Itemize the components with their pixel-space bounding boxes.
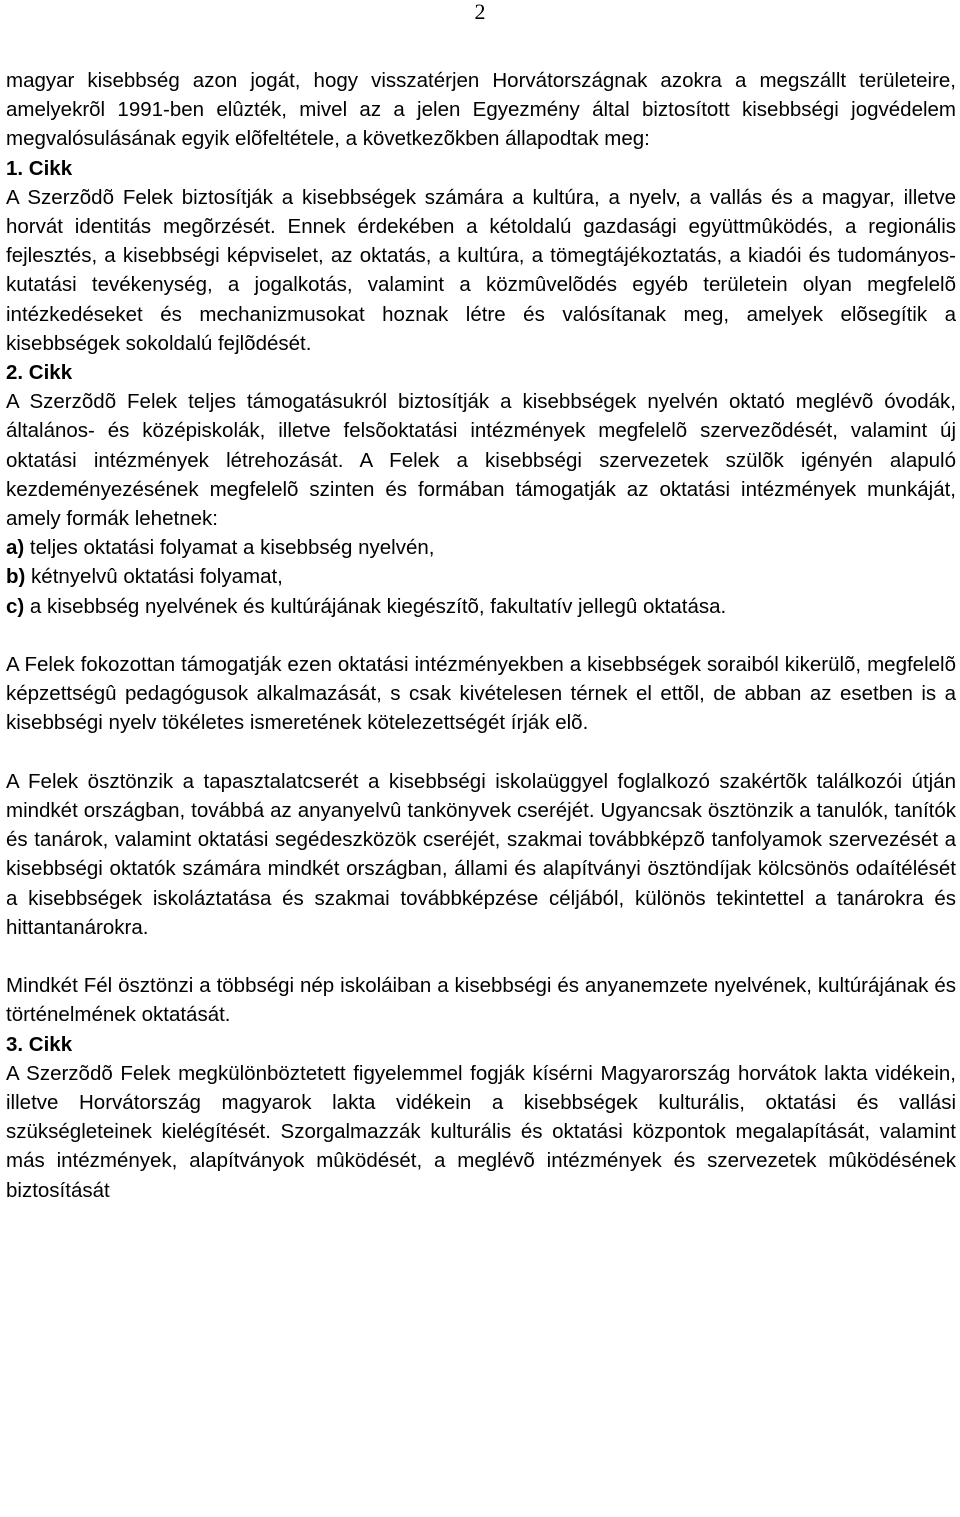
list-item-letter: a) xyxy=(6,536,25,560)
list-item-b xyxy=(6,562,956,591)
article-2-paragraph-2: A Felek fokozottan támogatják ezen oktatási intézményekben a kisebbségek soraiból kikerülõ, megfelelõ képzettségû pedagógusok alkalmazását, s csak kivételesen térnek el ettõl, de abban az esetben is a kisebbségi nyelv tökéletes ismeretének kötelezettségét írják elõ. xyxy=(6,653,956,735)
list-item-text: a kisebbség nyelvének és kultúrájának kiegészítõ, fakultatív jellegû oktatása. xyxy=(24,594,727,618)
page-number: 2 xyxy=(474,0,486,24)
list-item-a xyxy=(6,533,956,562)
article-2-heading: 2. Cikk xyxy=(6,361,73,385)
article-3-heading: 3. Cikk xyxy=(6,1032,73,1056)
list-item-text: kétnyelvû oktatási folyamat, xyxy=(25,565,283,589)
list-item-letter: b) xyxy=(6,565,26,589)
list-item-letter: c) xyxy=(6,594,25,618)
article-3-text: A Szerzõdõ Felek megkülönböztetett figyelemmel fogják kísérni Magyarország horvátok lakta vidékein, illetve Horvátország magyarok lakta vidékein a kisebbségek kulturális, oktatási és vallási szükségleteinek kielégítését. Szorgalmazzák kulturális és oktatási központok megalapítását, valamint más intézmények, alapítványok mûködését, a meglévõ intézmények és szervezetek mûködésének biztosítását xyxy=(6,1061,956,1202)
list-item-c xyxy=(6,592,956,621)
intro-paragraph: magyar kisebbség azon jogát, hogy visszatérjen Horvátországnak azokra a megszállt területeire, amelyekrõl 1991-ben elûzték, mivel az a jelen Egyezmény által biztosított kisebbségi jogvédelem megvalósulásának egyik elõfeltétele, a következõkben állapodtak meg: xyxy=(6,69,956,151)
document-body xyxy=(6,66,956,1205)
article-2-paragraph-3: A Felek ösztönzik a tapasztalatcserét a kisebbségi iskolaüggyel foglalkozó szakértõk találkozói útján mindkét országban, továbbá az anyanyelvû tankönyvek cseréjét. Ugyancsak ösztönzik a tanulók, tanítók és tanárok, valamint oktatási segédeszközök cseréjét, szakmai továbbképzõ tanfolyamok szervezését a kisebbségi oktatók számára mindkét országban, állami és alapítványi ösztöndíjak kölcsönös odaítélését a kisebbségek iskoláztatása és szakmai továbbképzése céljából, különös tekintettel a tanárokra és hittantanárokra. xyxy=(6,769,956,939)
article-2-paragraph-4: Mindkét Fél ösztönzi a többségi nép iskoláiban a kisebbségi és anyanemzete nyelvének, kultúrájának és történelmének oktatását. xyxy=(6,974,956,1027)
article-1-text: A Szerzõdõ Felek biztosítják a kisebbségek számára a kultúra, a nyelv, a vallás és a magyar, illetve horvát identitás megõrzését. Ennek érdekében a kétoldalú gazdasági együttmûködés, a regionális fejlesztés, a kisebbségi képviselet, az oktatás, a kultúra, a tömegtájékoztatás, a kiadói és tudományos-kutatási tevékenység, a jogalkotás, valamint a közmûvelõdés egyéb területein olyan megfelelõ intézkedéseket és mechanizmusokat hoznak létre és valósítanak meg, amelyek elõsegítik a kisebbségek sokoldalú fejlõdését. xyxy=(6,185,956,355)
article-2-text: A Szerzõdõ Felek teljes támogatásukról biztosítják a kisebbségek nyelvén oktató meglévõ óvodák, általános- és középiskolák, illetve felsõoktatási intézmények megfelelõ szervezõdését, valamint új oktatási intézmények létrehozását. A Felek a kisebbségi szervezetek szülõk igényén alapuló kezdeményezésének megfelelõ szinten és formában támogatják az oktatási intézmények munkáját, amely formák lehetnek: xyxy=(6,390,956,531)
article-1-heading: 1. Cikk xyxy=(6,156,73,180)
list-item-text: teljes oktatási folyamat a kisebbség nyelvén, xyxy=(24,536,435,560)
